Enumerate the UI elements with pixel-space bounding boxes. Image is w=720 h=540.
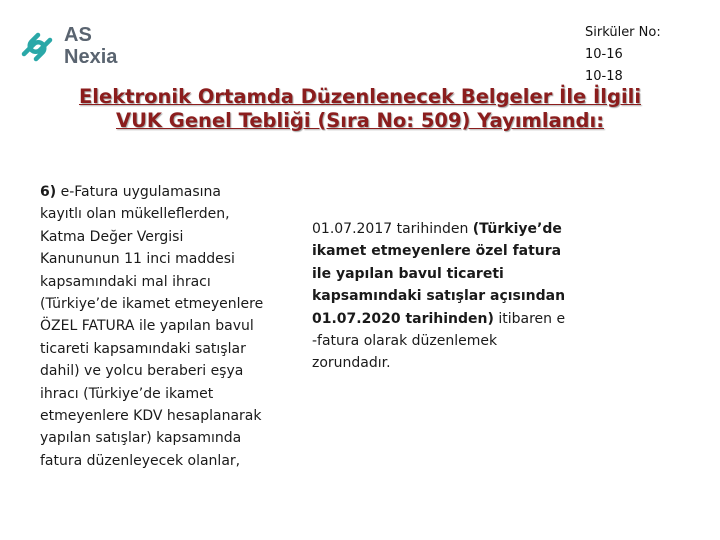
right-line bbox=[312, 308, 604, 330]
logo-text bbox=[64, 24, 117, 68]
left-text-column bbox=[40, 181, 302, 472]
left-line: (Türkiye’de ikamet etmeyenlere bbox=[40, 296, 264, 313]
right-text: 01.07.2017 tarihinden bbox=[312, 221, 473, 237]
right-line bbox=[312, 263, 604, 285]
right-text-bold: kapsamındaki satışlar açısından bbox=[312, 288, 566, 305]
left-line: kapsamındaki mal ihracı bbox=[40, 273, 211, 290]
right-text-bold: ikamet etmeyenlere özel fatura bbox=[312, 243, 562, 260]
right-text-bold: 01.07.2020 tarihinden) bbox=[312, 310, 494, 327]
left-line: ihracı (Türkiye’de ikamet bbox=[40, 385, 214, 402]
nexia-logo-icon bbox=[16, 26, 58, 68]
left-line: fatura düzenleyecek olanlar, bbox=[40, 452, 241, 469]
right-line: zorundadır. bbox=[312, 355, 391, 372]
circular-number-block bbox=[585, 22, 715, 88]
page-title bbox=[0, 85, 720, 133]
item-number: 6) bbox=[40, 184, 57, 200]
logo-line-as: AS bbox=[64, 24, 92, 46]
as-nexia-logo bbox=[16, 24, 136, 70]
right-line bbox=[312, 240, 604, 262]
right-line bbox=[312, 218, 604, 240]
left-line: yapılan satışlar) kapsamında bbox=[40, 430, 242, 447]
left-line: dahil) ve yolcu beraberi eşya bbox=[40, 363, 244, 380]
circular-label: Sirküler No: bbox=[585, 25, 661, 40]
right-line bbox=[312, 285, 604, 307]
right-text-bold: (Türkiye’de bbox=[472, 221, 562, 237]
left-line: etmeyenlere KDV hesaplanarak bbox=[40, 408, 262, 425]
right-line: -fatura olarak düzenlemek bbox=[312, 333, 498, 350]
right-text-column bbox=[312, 218, 604, 375]
circular-number-1: 10-16 bbox=[585, 47, 623, 62]
left-line-text: e-Fatura uygulamasına bbox=[56, 184, 221, 200]
circular-number-2: 10-18 bbox=[585, 69, 623, 84]
right-text: itibaren e bbox=[493, 310, 566, 327]
left-line: Kanununun 11 inci maddesi bbox=[40, 251, 235, 268]
left-line: kayıtlı olan mükelleflerden, bbox=[40, 206, 230, 223]
title-line-1: Elektronik Ortamda Düzenlenecek Belgeler İle İlgili bbox=[78, 85, 641, 108]
title-line-2: VUK Genel Tebliği (Sıra No: 509) Yayımlandı: bbox=[115, 109, 604, 132]
logo-line-nexia: Nexia bbox=[64, 46, 118, 68]
left-line bbox=[40, 181, 302, 203]
right-text-bold: ile yapılan bavul ticareti bbox=[312, 265, 504, 282]
left-line: ÖZEL FATURA ile yapılan bavul bbox=[40, 318, 254, 335]
left-line: Katma Değer Vergisi bbox=[40, 228, 184, 245]
left-line: ticareti kapsamındaki satışlar bbox=[40, 340, 246, 357]
